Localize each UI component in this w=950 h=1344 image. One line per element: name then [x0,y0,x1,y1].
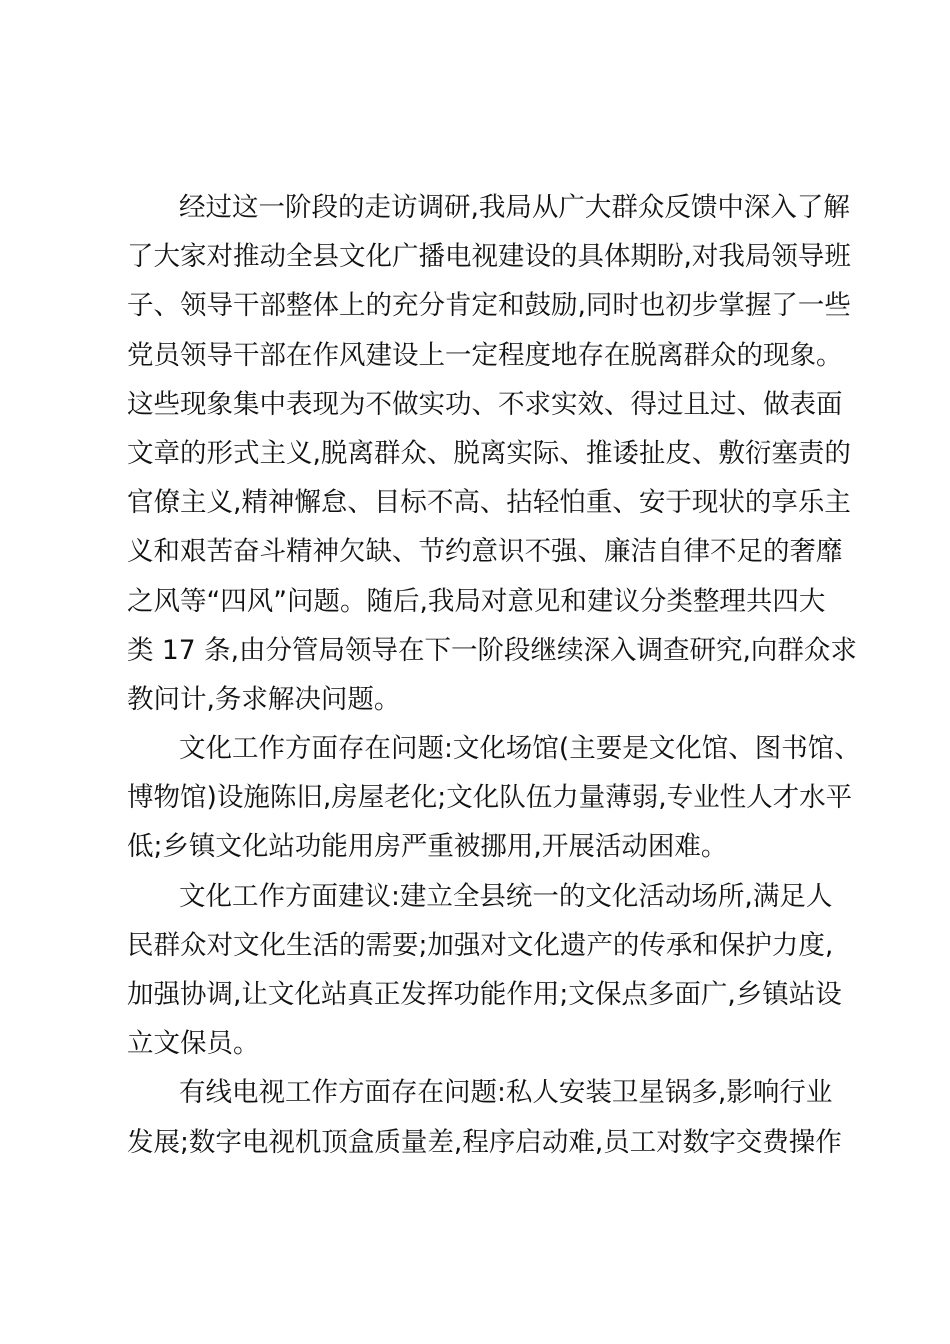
text-line: 义和艰苦奋斗精神欠缺、节约意识不强、廉洁自律不足的奢靡 [127,536,843,568]
text-line: 经过这一阶段的走访调研,我局从广大群众反馈中深入了解 [179,192,850,223]
text-line: 文化工作方面存在问题:文化场馆(主要是文化馆、图书馆、 [179,733,861,765]
text-line: 有线电视工作方面存在问题:私人安装卫星锅多,影响行业 [179,1077,833,1109]
text-line: 文化工作方面建议:建立全县统一的文化活动场所,满足人 [179,880,833,912]
text-line: 立文保员。 [127,1028,260,1060]
text-line: 民群众对文化生活的需要;加强对文化遗产的传承和保护力度, [127,929,834,961]
text-line: 之风等“四风”问题。随后,我局对意见和建议分类整理共四大 [127,585,826,617]
text-line: 子、领导干部整体上的充分肯定和鼓励,同时也初步掌握了一些 [127,290,851,322]
text-line: 官僚主义,精神懈怠、目标不高、拈轻怕重、安于现状的享乐主 [127,487,851,519]
body-text [127,183,861,1167]
paragraph-culture-problems [127,724,861,872]
paragraph-culture-suggestions [127,872,842,1069]
paragraph-survey-summary [127,183,857,724]
text-line: 加强协调,让文化站真正发挥功能作用;文保点多面广,乡镇站设 [127,979,842,1010]
text-line: 发展;数字电视机顶盒质量差,程序启动难,员工对数字交费操作 [127,1126,842,1158]
text-line: 博物馆)设施陈旧,房屋老化;文化队伍力量薄弱,专业性人才水平 [127,782,853,814]
text-line: 这些现象集中表现为不做实功、不求实效、得过且过、做表面 [127,388,843,420]
text-line: 低;乡镇文化站功能用房严重被挪用,开展活动困难。 [127,831,728,863]
text-line: 了大家对推动全县文化广播电视建设的具体期盼,对我局领导班 [127,241,851,273]
text-line: 党员领导干部在作风建设上一定程度地存在脱离群众的现象。 [127,339,843,371]
paragraph-cable-tv-problems [127,1068,842,1166]
text-line: 教问计,务求解决问题。 [127,683,401,715]
text-line: 类 17 条,由分管局领导在下一阶段继续深入调查研究,向群众求 [127,634,857,666]
text-line: 文章的形式主义,脱离群众、脱离实际、推诿扯皮、敷衍塞责的 [127,437,851,469]
